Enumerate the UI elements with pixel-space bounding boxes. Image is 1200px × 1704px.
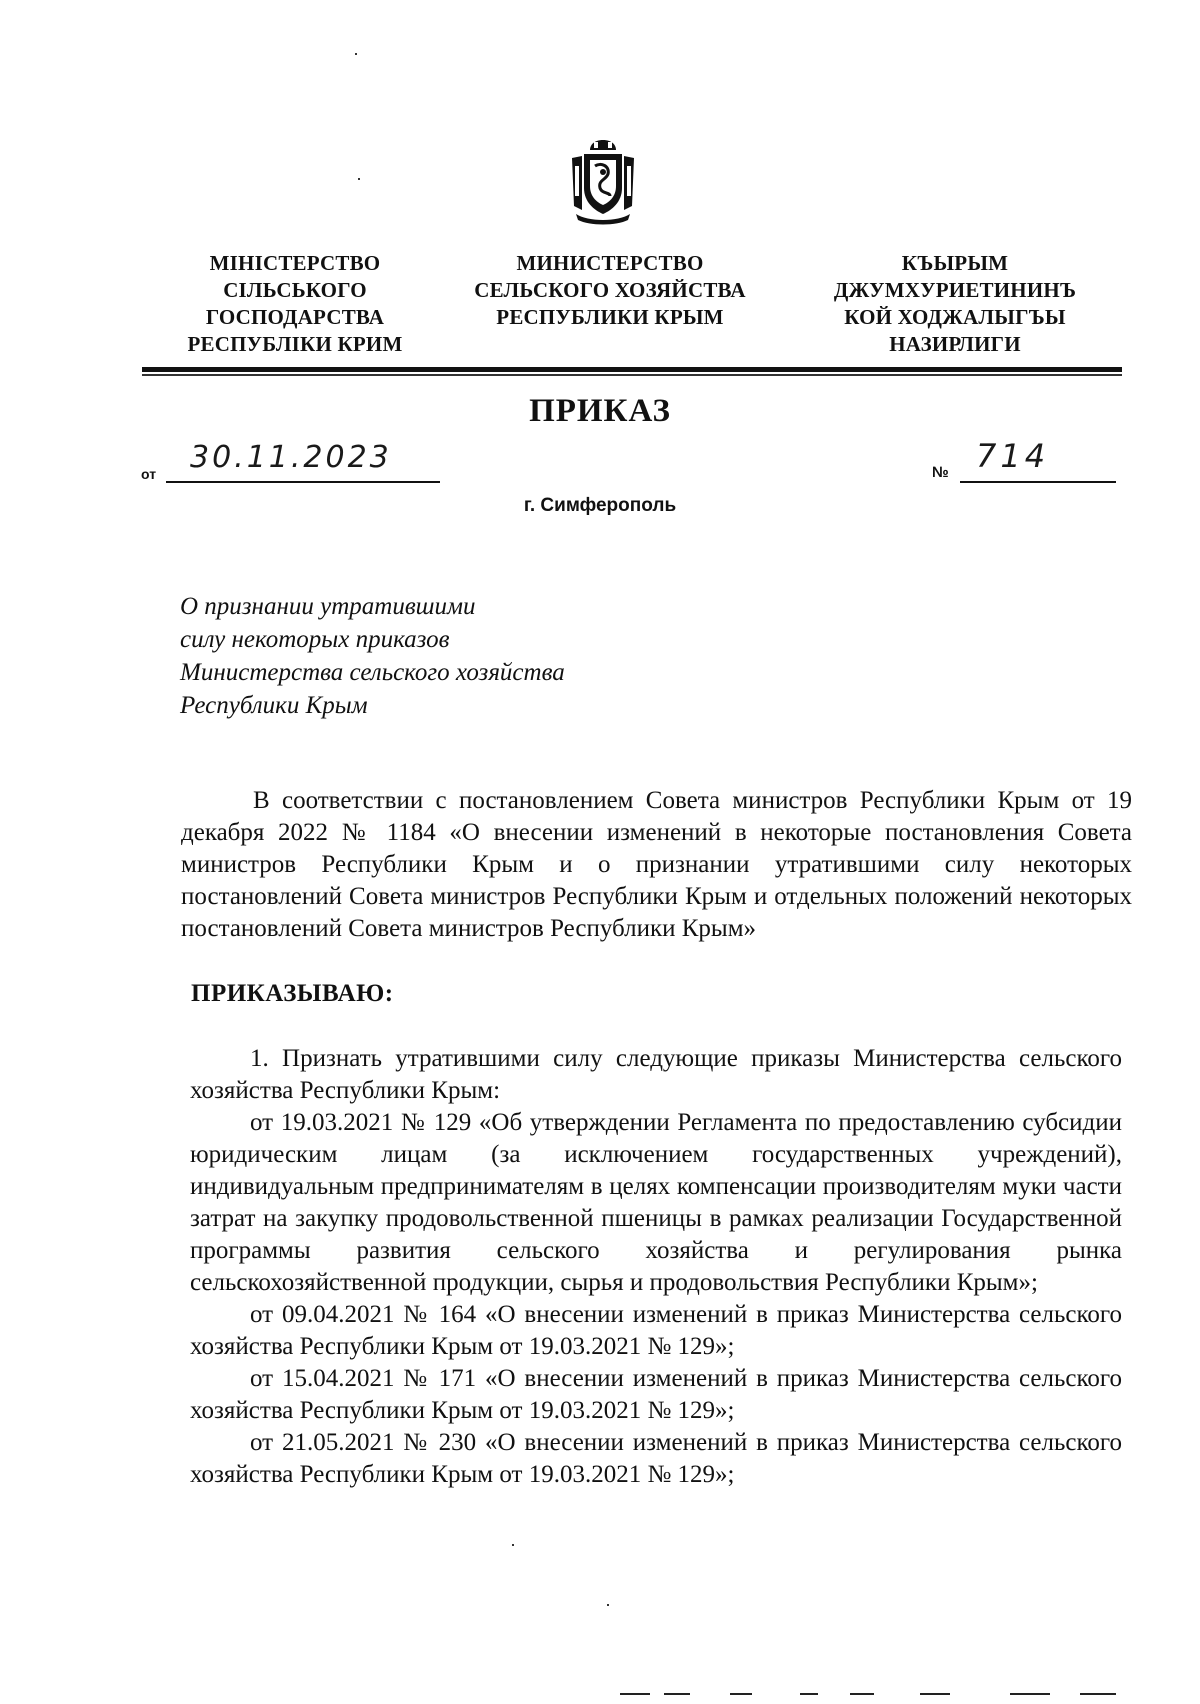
document-title: ПРИКАЗ — [529, 393, 671, 429]
header-left-line: РЕСПУБЛІКИ КРИМ — [187, 332, 403, 356]
order-items — [190, 1043, 1122, 1491]
header-divider-thick — [142, 367, 1122, 372]
header-left-line: МІНІСТЕРСТВО — [209, 251, 381, 275]
scan-speck — [607, 1604, 609, 1606]
header-right-line: НАЗИРЛИГИ — [889, 332, 1021, 356]
city-line: г. Симферополь — [523, 495, 677, 516]
order-item-paragraph: 1. Признать утратившими силу следующие приказы Министерства сельского хозяйства Республики Крым: — [190, 1045, 1122, 1104]
scan-edge-mark — [800, 1693, 818, 1695]
header-right-line: ДЖУМХУРИЕТИНИНЪ — [833, 278, 1077, 302]
ministry-name-russian — [445, 250, 775, 331]
scan-edge-mark — [1010, 1693, 1050, 1695]
header-right-line: КЪЫРЫМ — [901, 251, 1009, 275]
scan-edge-mark — [664, 1693, 690, 1695]
coat-of-arms-emblem — [568, 136, 638, 228]
scan-speck — [512, 1544, 514, 1546]
scan-edge-mark — [730, 1693, 752, 1695]
preamble-paragraph: В соответствии с постановлением Совета министров Республики Крым от 19 декабря 2022 № 1184 «О внесении изменений в некоторые постановления Совета министров Республики Крым и о признании утратившими силу некоторых постановлений Совета министров Республики Крым и отдельных положений некоторых постановлений Совета министров Республики Крым» — [181, 787, 1132, 942]
header-left-line: СІЛЬСЬКОГО — [223, 278, 367, 302]
subject-line: О признании утратившими — [180, 593, 476, 620]
order-directive-heading: ПРИКАЗЫВАЮ: — [191, 980, 394, 1007]
ministry-name-ukrainian — [150, 250, 440, 358]
handwritten-number: 714 — [976, 437, 1050, 475]
subject-line: силу некоторых приказов — [180, 626, 450, 653]
header-left-line: ГОСПОДАРСТВА — [205, 305, 385, 329]
subject-line: Министерства сельского хозяйства — [180, 659, 565, 686]
order-item-paragraph: от 19.03.2021 № 129 «Об утверждении Регламента по предоставлению субсидии юридическим лицам (за исключением государственных учреждений), индивидуальным предпринимателям в целях компенсации производителям муки части затрат на закупку продовольственной пшеницы в рамках реализации Государственной программы развития сельского хозяйства и регулирования рынка сельскохозяйственной продукции, сырья и продовольствия Республики Крым»; — [190, 1109, 1122, 1296]
scan-speck — [358, 178, 360, 180]
header-center-line: РЕСПУБЛИКИ КРЫМ — [496, 305, 724, 329]
number-underline — [960, 481, 1116, 483]
header-center-line: СЕЛЬСКОГО ХОЗЯЙСТВА — [474, 278, 746, 302]
order-item-paragraph: от 09.04.2021 № 164 «О внесении изменений в приказ Министерства сельского хозяйства Республики Крым от 19.03.2021 № 129»; — [190, 1301, 1122, 1360]
subject-line: Республики Крым — [180, 692, 368, 719]
header-divider-thin — [142, 374, 1122, 376]
handwritten-date: 30.11.2023 — [190, 440, 392, 475]
order-subject — [180, 590, 565, 722]
date-label: от — [141, 466, 157, 482]
order-item-paragraph: от 21.05.2021 № 230 «О внесении изменений в приказ Министерства сельского хозяйства Республики Крым от 19.03.2021 № 129»; — [190, 1429, 1122, 1488]
date-underline — [166, 481, 440, 483]
scan-edge-mark — [1080, 1693, 1116, 1695]
scan-edge-mark — [850, 1693, 874, 1695]
header-right-line: КОЙ ХОДЖАЛЫГЪЫ — [844, 305, 1066, 329]
header-center-line: МИНИСТЕРСТВО — [516, 251, 704, 275]
number-label: № — [932, 464, 949, 481]
scan-edge-mark — [620, 1693, 650, 1695]
ministry-name-crimean-tatar — [790, 250, 1120, 358]
scan-speck — [355, 53, 357, 55]
scan-edge-mark — [920, 1693, 950, 1695]
order-item-paragraph: от 15.04.2021 № 171 «О внесении изменений в приказ Министерства сельского хозяйства Республики Крым от 19.03.2021 № 129»; — [190, 1365, 1122, 1424]
